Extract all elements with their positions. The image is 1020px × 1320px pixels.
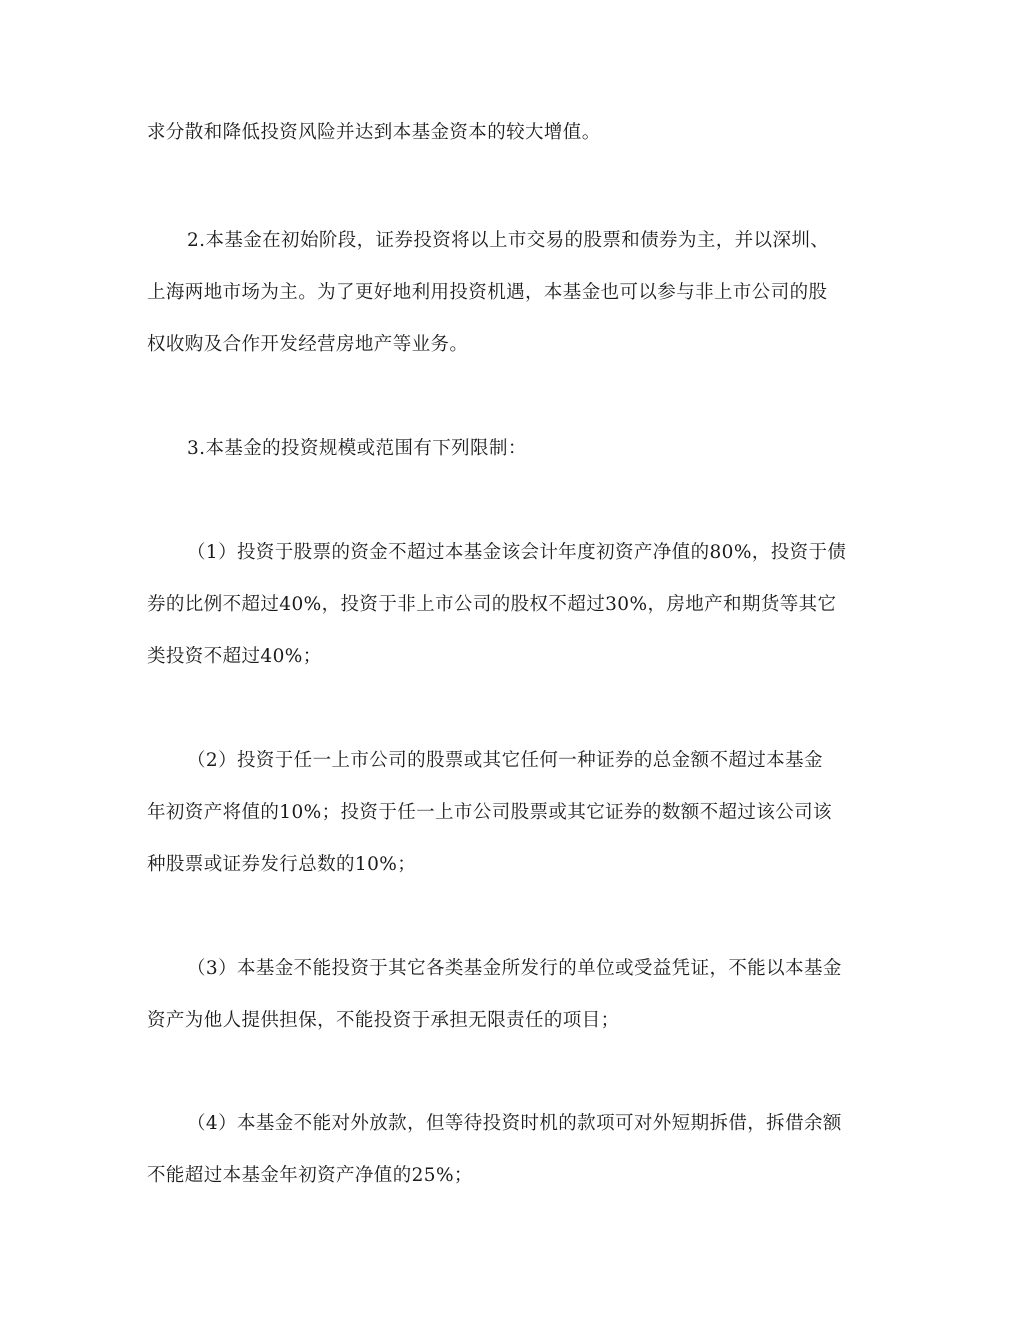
paragraph-2-line-2: 上海两地市场为主。为了更好地利用投资机遇，本基金也可以参与非上市公司的股 [147,282,828,303]
paragraph-5-line-1: （2）投资于任一上市公司的股票或其它任何一种证券的总金额不超过本基金 [187,750,823,771]
paragraph-5-line-3: 种股票或证券发行总数的10%； [147,854,417,875]
paragraph-2-line-1: 2.本基金在初始阶段，证券投资将以上市交易的股票和债券为主，并以深圳、 [187,230,830,251]
paragraph-3-line-1: 3.本基金的投资规模或范围有下列限制： [187,438,527,459]
paragraph-4-line-2: 券的比例不超过40%，投资于非上市公司的股权不超过30%，房地产和期货等其它 [147,594,837,615]
paragraph-7-line-1: （4）本基金不能对外放款，但等待投资时机的款项可对外短期拆借，拆借余额 [187,1113,842,1134]
paragraph-6-line-2: 资产为他人提供担保，不能投资于承担无限责任的项目； [147,1010,620,1031]
paragraph-4-line-3: 类投资不超过40%； [147,646,322,667]
paragraph-1-line-1: 求分散和降低投资风险并达到本基金资本的较大增值。 [147,122,601,143]
paragraph-7-line-2: 不能超过本基金年初资产净值的25%； [147,1165,473,1186]
paragraph-6-line-1: （3）本基金不能投资于其它各类基金所发行的单位或受益凭证，不能以本基金 [187,958,842,979]
paragraph-5-line-2: 年初资产将值的10%；投资于任一上市公司股票或其它证券的数额不超过该公司该 [147,802,832,823]
paragraph-4-line-1: （1）投资于股票的资金不超过本基金该会计年度初资产净值的80%，投资于债 [187,542,847,563]
paragraph-2-line-3: 权收购及合作开发经营房地产等业务。 [147,334,469,355]
